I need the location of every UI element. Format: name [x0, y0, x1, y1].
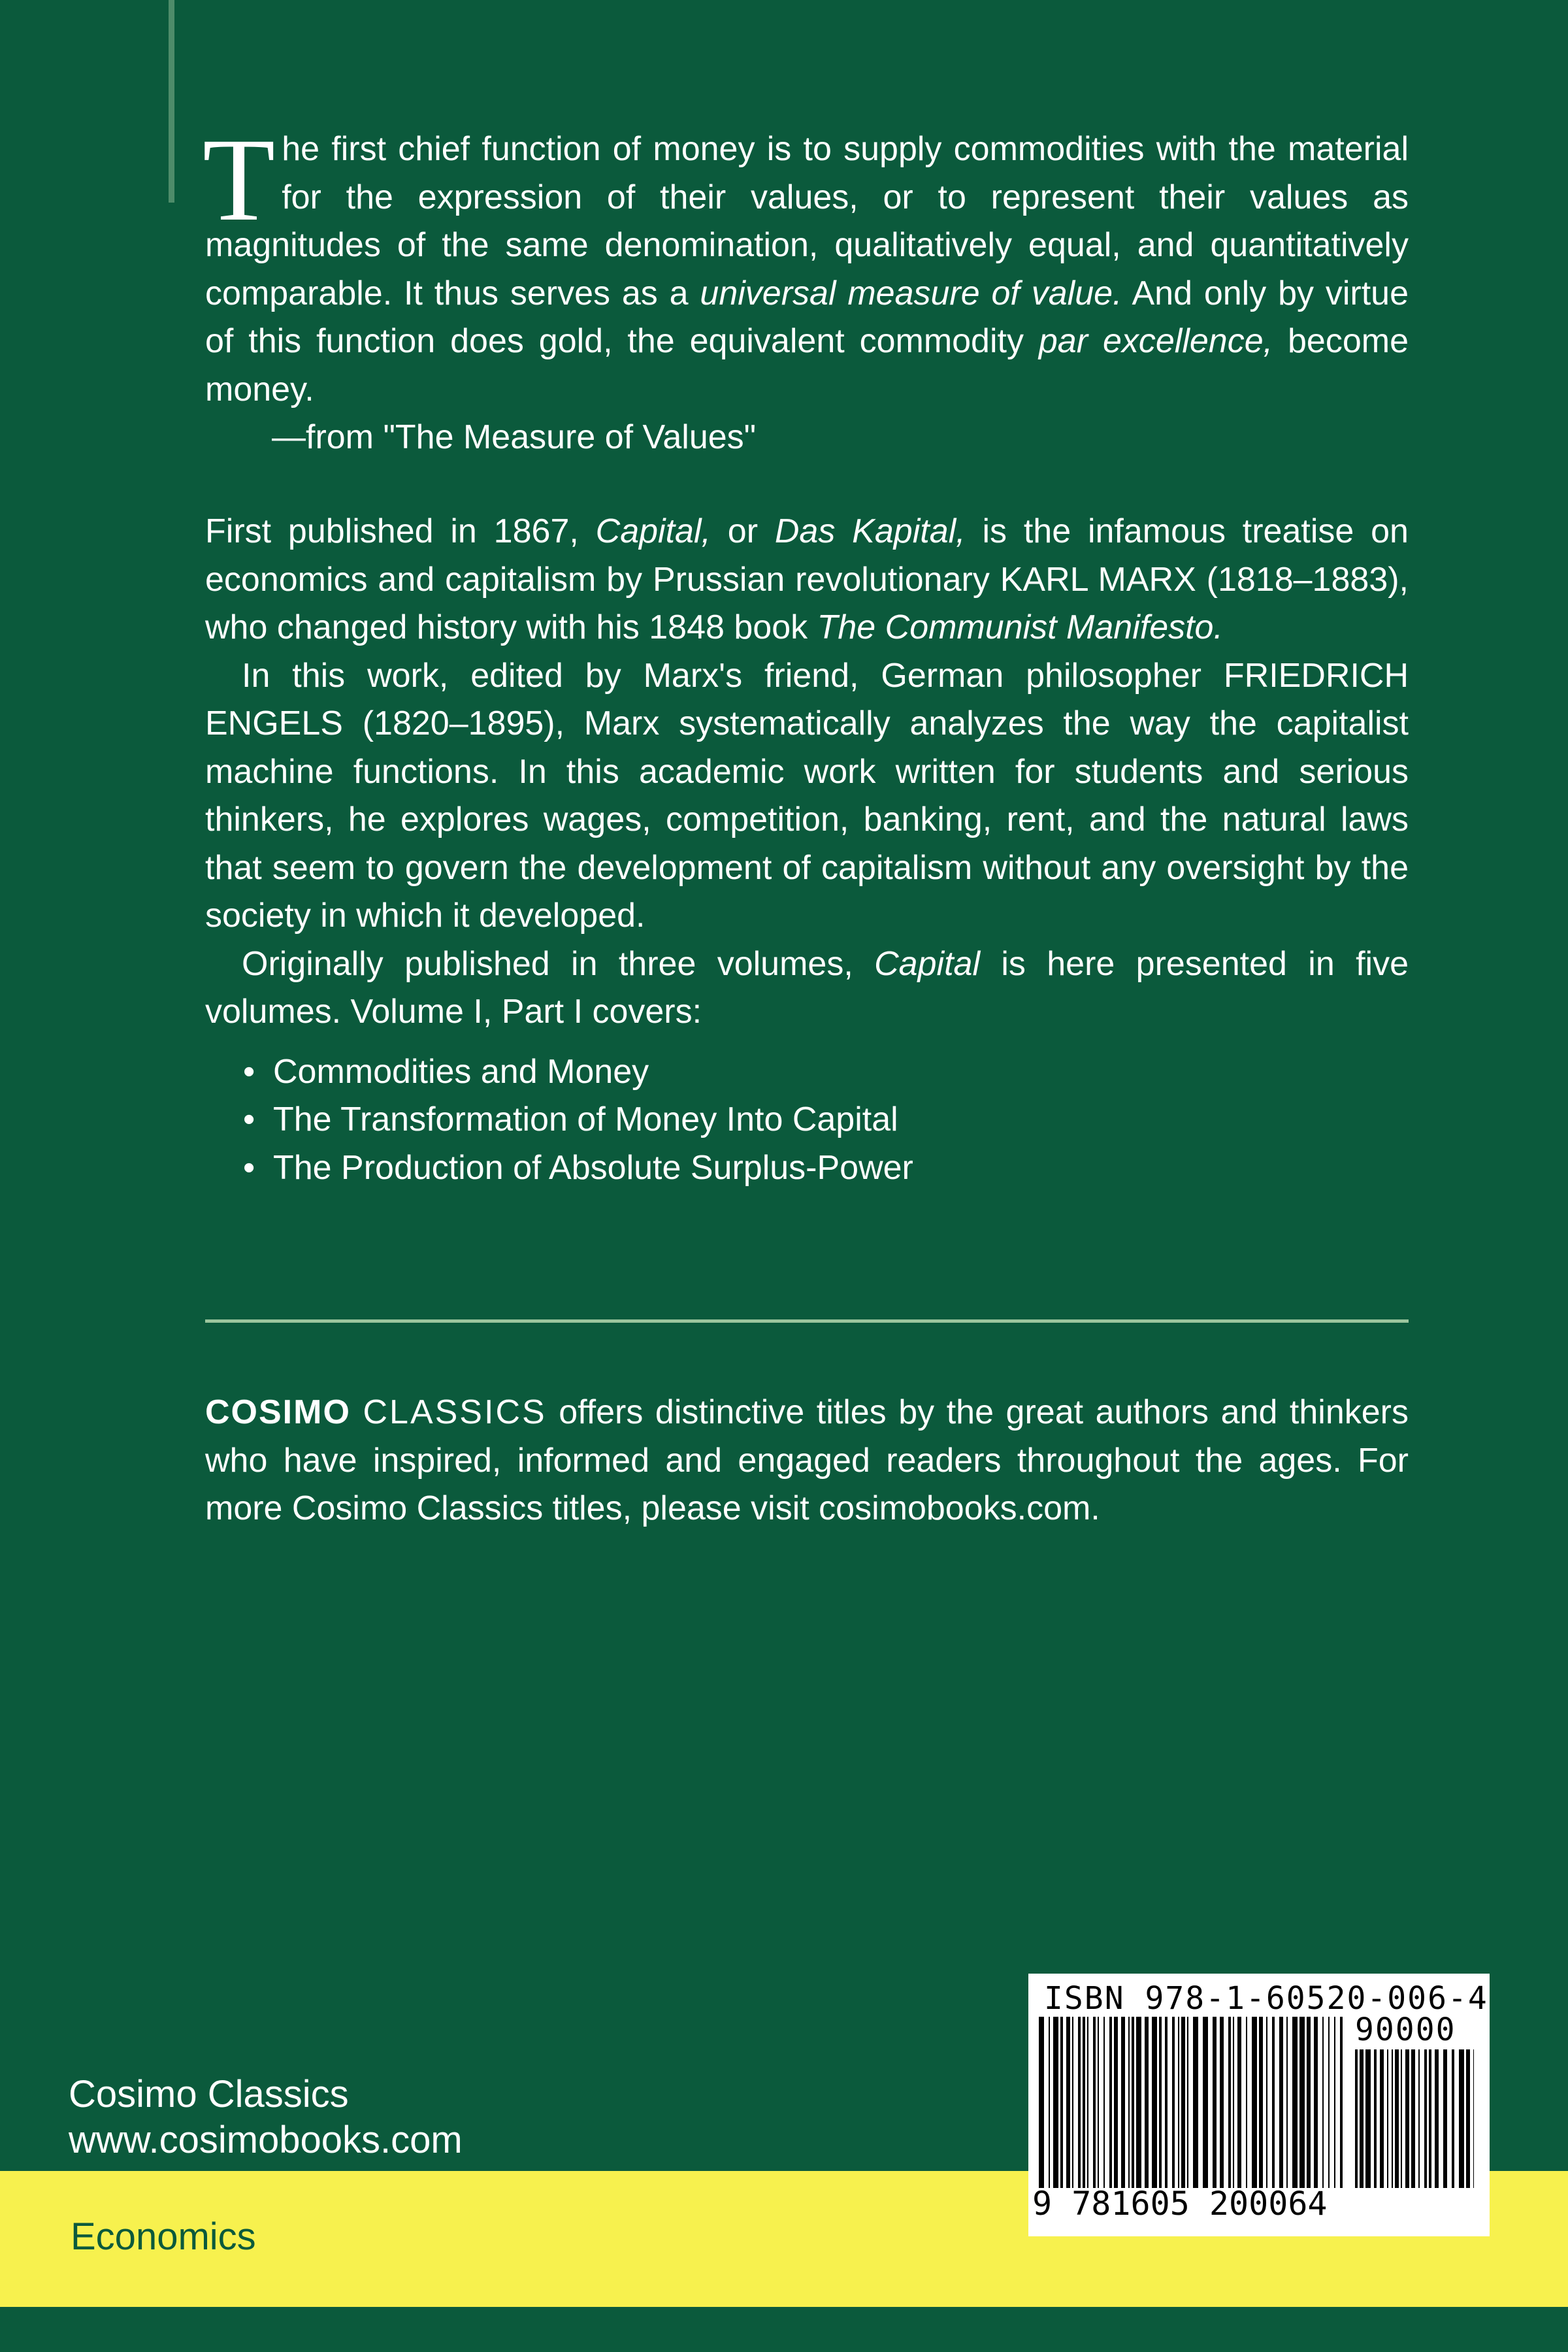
- ean13-barcode-bars: [1039, 2017, 1346, 2188]
- desc-p1-manifesto: The Communist Manifesto.: [817, 608, 1223, 646]
- contents-list: [205, 1048, 1409, 1193]
- barcode-bar: [1132, 2017, 1134, 2188]
- barcode-bar: [1405, 2049, 1409, 2188]
- barcode-bar: [1098, 2017, 1099, 2188]
- barcode-bar: [1053, 2017, 1058, 2188]
- barcode-bar: [1109, 2017, 1112, 2188]
- barcode-bar: [1392, 2049, 1393, 2188]
- barcode-bar: [1078, 2017, 1081, 2188]
- book-description: [205, 508, 1409, 1192]
- barcode-bar: [1152, 2017, 1157, 2188]
- barcode-bar: [1418, 2049, 1420, 2188]
- barcode-bar: [1334, 2017, 1335, 2188]
- desc-p1-capital: Capital,: [595, 512, 711, 550]
- desc-p1-text-a: First published in 1867,: [205, 512, 596, 550]
- barcode-bar: [1292, 2017, 1298, 2188]
- barcode-bar: [1387, 2049, 1388, 2188]
- barcode-bar: [1114, 2017, 1118, 2188]
- barcode-bar: [1307, 2017, 1311, 2188]
- barcode-bar: [1087, 2017, 1088, 2188]
- desc-p1-das-kapital: Das Kapital,: [774, 512, 966, 550]
- barcode-bar: [1355, 2049, 1358, 2188]
- barcode-bar: [1039, 2017, 1044, 2188]
- barcode-bar: [1121, 2017, 1125, 2188]
- publisher-url: www.cosimobooks.com: [69, 2119, 463, 2161]
- barcode-bar: [1429, 2049, 1431, 2188]
- barcode-bar: [1443, 2049, 1447, 2188]
- barcode-bar: [1299, 2017, 1305, 2188]
- barcode-bar: [1272, 2017, 1275, 2188]
- barcode-bar: [1193, 2017, 1198, 2188]
- desc-p3-text-b: is here presented in five volumes. Volume I, Part I covers:: [205, 944, 1409, 1031]
- barcode-bar: [1093, 2017, 1096, 2188]
- quote-emphasis-measure: universal measure of value.: [700, 274, 1122, 312]
- barcode-bar: [1072, 2017, 1073, 2188]
- barcode-bar: [1145, 2017, 1149, 2188]
- barcode-bar: [1181, 2017, 1185, 2188]
- desc-p1-text-c: is the infamous treatise on economics and capitalism by Prussian revolutionary KARL MARX (1818–1883), who changed history with his 1848 book: [205, 512, 1409, 646]
- publisher-promo: [205, 1389, 1409, 1533]
- bullet-glyph: •: [243, 1101, 255, 1138]
- category-label: Economics: [71, 2215, 256, 2258]
- barcode-bar: [1233, 2017, 1234, 2188]
- desc-p1-text-b: or: [710, 512, 775, 550]
- publisher-imprint: [69, 2072, 463, 2163]
- barcode-bar: [1452, 2049, 1454, 2188]
- brand-classics: CLASSICS: [363, 1393, 547, 1431]
- quote-paragraph: [203, 114, 1409, 414]
- barcode-bar: [1252, 2017, 1257, 2188]
- list-item: [205, 1096, 1409, 1144]
- list-item-text: Commodities and Money: [273, 1052, 649, 1091]
- description-paragraph-3: [205, 940, 1409, 1036]
- barcode-bar: [1279, 2017, 1283, 2188]
- publisher-name: Cosimo Classics: [69, 2073, 349, 2115]
- barcode-bar: [1213, 2017, 1217, 2188]
- barcode-bar: [1340, 2017, 1343, 2188]
- promo-paragraph: [205, 1389, 1409, 1533]
- barcode-bar: [1395, 2049, 1399, 2188]
- barcode-bar: [1365, 2049, 1371, 2188]
- barcode-bar: [1435, 2049, 1439, 2188]
- barcode-bar: [1128, 2017, 1130, 2188]
- bullet-glyph: •: [243, 1052, 255, 1091]
- barcode-bar: [1172, 2017, 1175, 2188]
- barcode-bar: [1220, 2017, 1224, 2188]
- barcode-bar: [1328, 2017, 1330, 2188]
- description-paragraph-1: [205, 508, 1409, 652]
- barcode-bar: [1237, 2017, 1241, 2188]
- barcode-bar: [1286, 2017, 1288, 2188]
- barcode-bar: [1380, 2049, 1384, 2188]
- ean-digits: 9 781605 200064: [1032, 2185, 1328, 2223]
- barcode-bar: [1159, 2017, 1162, 2188]
- price-addon-bars: [1355, 2049, 1474, 2188]
- description-paragraph-2: In this work, edited by Marx's friend, German philosopher FRIEDRICH ENGELS (1820–1895), Marx systematically analyzes the way the capitalist machine functions. In this academic work written for students and serious thinkers, he explores wages, competition, banking, rent, and the natural laws that seem to govern the development of capitalism without any oversight by the society in which it developed.: [205, 656, 1409, 935]
- barcode-bar: [1136, 2017, 1141, 2188]
- list-item: [205, 1048, 1409, 1097]
- barcode-bar: [1246, 2017, 1247, 2188]
- barcode-bar: [1466, 2049, 1470, 2188]
- barcode-bar: [1165, 2017, 1168, 2188]
- barcode-bar: [1266, 2017, 1267, 2188]
- barcode-bar: [1103, 2017, 1105, 2188]
- bullet-glyph: •: [243, 1148, 255, 1187]
- barcode-bar: [1322, 2017, 1324, 2188]
- desc-p3-text-a: Originally published in three volumes,: [242, 944, 875, 983]
- barcode-bar: [1066, 2017, 1070, 2188]
- barcode-bar: [1473, 2049, 1474, 2188]
- barcode-bar: [1314, 2017, 1318, 2188]
- barcode-bar: [1411, 2049, 1415, 2188]
- isbn-number: ISBN 978-1-60520-006-4: [1044, 1980, 1488, 2017]
- barcode-bar: [1049, 2017, 1050, 2188]
- barcode-bar: [1459, 2049, 1464, 2188]
- quote-text-3: become money.: [205, 322, 1409, 408]
- quote-text-2: And only by virtue of this function does gold, the equivalent commodity: [205, 274, 1409, 360]
- opening-quote: [203, 114, 1409, 462]
- barcode-bar: [1401, 2049, 1402, 2188]
- barcode-bar: [1228, 2017, 1231, 2188]
- isbn-barcode: [1028, 1974, 1490, 2236]
- barcode-bar: [1259, 2017, 1263, 2188]
- barcode-bar: [1178, 2017, 1179, 2188]
- barcode-bar: [1060, 2017, 1063, 2188]
- barcode-bar: [1360, 2049, 1364, 2188]
- barcode-bar: [1203, 2017, 1208, 2188]
- drop-cap: T: [203, 114, 276, 246]
- quote-text-1: he first chief function of money is to supply commodities with the material for the expression of their values, or to represent their values as magnitudes of the same denomination, qualitatively equal, and quantitatively comparable. It thus serves as a: [205, 130, 1409, 312]
- quote-emphasis-par: par excellence,: [1038, 322, 1273, 360]
- list-item-text: The Production of Absolute Surplus-Power: [273, 1148, 913, 1187]
- brand-cosimo: COSIMO: [205, 1393, 351, 1431]
- barcode-bar: [1187, 2017, 1188, 2188]
- barcode-bar: [1083, 2017, 1085, 2188]
- price-code: 90000: [1355, 2012, 1456, 2048]
- barcode-bar: [1424, 2049, 1427, 2188]
- list-item-text: The Transformation of Money Into Capital: [273, 1101, 898, 1138]
- promo-text: offers distinctive titles by the great authors and thinkers who have inspired, informed and engaged readers throughout the ages. For more Cosimo Classics titles, please visit cosimobooks.com.: [205, 1393, 1409, 1527]
- spine-rule: [169, 0, 174, 203]
- barcode-bar: [1374, 2049, 1377, 2188]
- quote-attribution: —from "The Measure of Values": [272, 418, 757, 456]
- desc-p3-capital: Capital: [874, 944, 980, 983]
- list-item: [205, 1144, 1409, 1193]
- section-divider: [205, 1319, 1409, 1323]
